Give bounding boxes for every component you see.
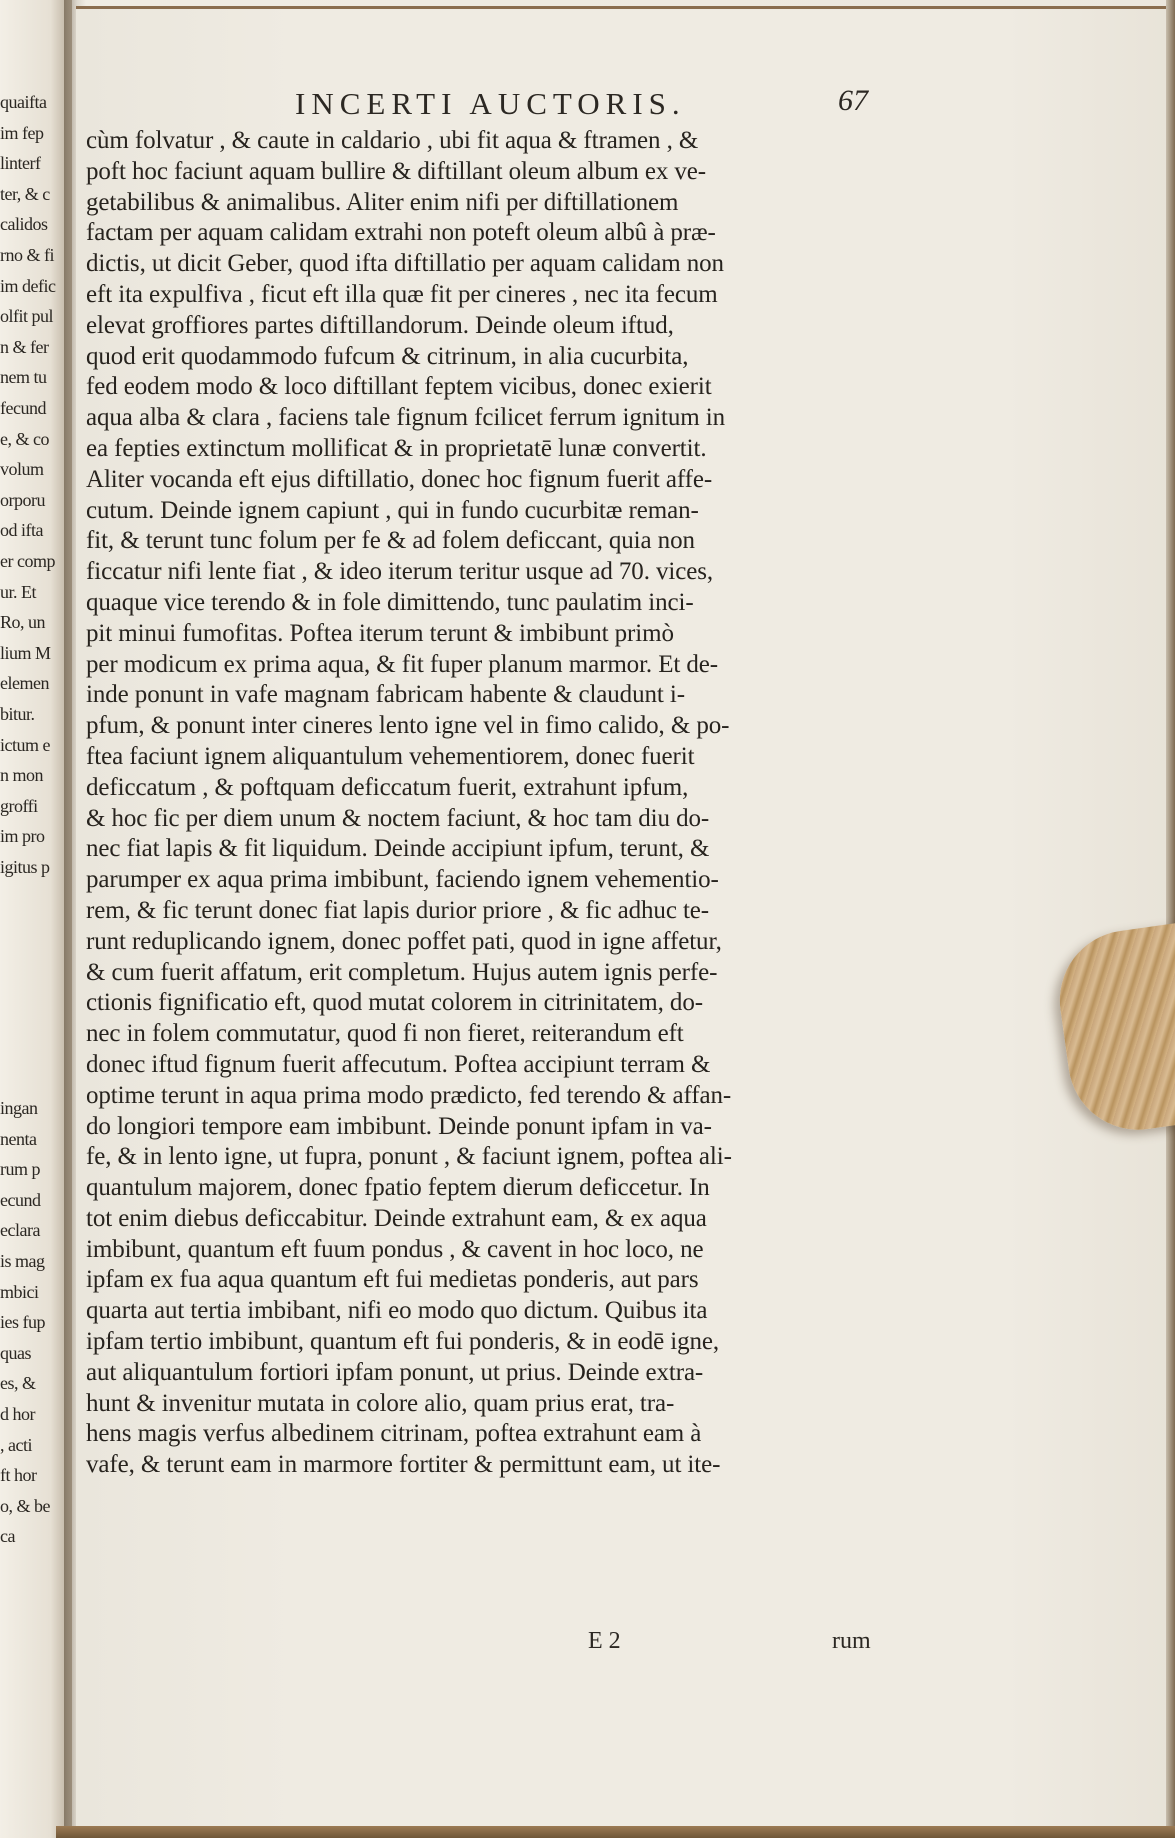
- previous-page-fragment: mbici: [0, 1281, 39, 1302]
- text-line: aqua alba & clara , faciens tale fignum fcilicet ferrum ignitum in: [86, 404, 725, 432]
- text-line: eft ita expulfiva , ficut eft illa quæ fit per cineres , nec ita fecum: [86, 280, 718, 308]
- text-line: getabilibus & animalibus. Aliter enim nifi per diftillationem: [86, 188, 679, 216]
- text-line: tot enim diebus deficcabitur. Deinde extrahunt eam, & ex aqua: [86, 1204, 707, 1232]
- text-line: hens magis verfus albedinem citrinam, poftea extrahunt eam à: [86, 1420, 702, 1448]
- previous-page-fragment: is mag: [0, 1251, 45, 1271]
- text-line: nec fiat lapis & fit liquidum. Deinde accipiunt ipfum, terunt, &: [86, 835, 710, 863]
- previous-page-fragment: od ifta: [0, 520, 43, 541]
- previous-page-fragment: d hor: [0, 1404, 35, 1424]
- text-line: fe, & in lento igne, ut fupra, ponunt , & faciunt ignem, poftea ali-: [86, 1143, 732, 1171]
- previous-page-fragment: , acti: [0, 1434, 32, 1455]
- text-line: ftea faciunt ignem aliquantulum vehementiorem, donec fuerit: [86, 742, 695, 770]
- previous-page-fragment: ter, & c: [0, 183, 50, 204]
- previous-page-fragment: n & fer: [0, 336, 49, 357]
- previous-page-fragment: es, &: [0, 1373, 36, 1394]
- previous-page-fragment: im fep: [0, 122, 44, 143]
- text-line: donec iftud fignum fuerit affecutum. Poftea accipiunt terram &: [86, 1050, 711, 1078]
- previous-page-fragment: rum p: [0, 1159, 40, 1180]
- previous-page-fragment: olfit pul: [0, 306, 53, 327]
- text-line: optime terunt in aqua prima modo prædicto, fed terendo & affan-: [86, 1081, 732, 1109]
- text-line: rem, & fic terunt donec fiat lapis durior priore , & fic adhuc te-: [86, 896, 710, 924]
- text-line: cùm folvatur , & caute in caldario , ubi fit aqua & ftramen , &: [86, 127, 699, 154]
- previous-page-fragment: o, & be: [0, 1495, 50, 1516]
- text-line: ea fepties extinctum mollificat & in proprietatē lunæ convertit.: [86, 434, 707, 462]
- text-line: vafe, & terunt eam in marmore fortiter & permittunt eam, ut ite-: [86, 1451, 721, 1479]
- text-line: nec in folem commutatur, quod fi non fieret, reiterandum eft: [86, 1020, 684, 1048]
- text-line: & hoc fic per diem unum & noctem faciunt, & hoc tam diu do-: [86, 804, 710, 832]
- text-line: ficcatur nifi lente fiat , & ideo iterum teritur usque ad 70. vices,: [86, 558, 714, 586]
- text-line: inde ponunt in vafe magnam fabricam habente & claudunt i-: [86, 681, 685, 709]
- previous-page-fragment: e, & co: [0, 428, 49, 449]
- catchword: rum: [832, 1628, 871, 1654]
- text-line: fed eodem modo & loco diftillant feptem vicibus, donec exierit: [86, 373, 712, 401]
- text-line: runt reduplicando ignem, donec poffet pati, quod in igne affetur,: [86, 927, 722, 955]
- previous-page-fragment: quaifta: [0, 92, 47, 112]
- page-bottom-edge: [56, 1826, 1175, 1838]
- previous-page-fragment: rno & fi: [0, 245, 54, 265]
- previous-page-fragment: calidos: [0, 214, 48, 235]
- previous-page-fragment: er comp: [0, 551, 55, 571]
- previous-page-fragment: ecund: [0, 1189, 41, 1210]
- previous-page-fragment: linterf: [0, 153, 41, 174]
- previous-page-fragment: ies fup: [0, 1312, 45, 1333]
- previous-page-fragment: quas: [0, 1342, 31, 1363]
- text-line: aut aliquantulum fortiori ipfam ponunt, ut prius. Deinde extra-: [86, 1358, 704, 1386]
- previous-page-fragment: eclara: [0, 1220, 40, 1241]
- previous-page-fragment: orporu: [0, 489, 45, 510]
- previous-page-edge: [0, 0, 72, 1838]
- page-number: 67: [838, 84, 868, 117]
- text-line: dictis, ut dicit Geber, quod ifta diftillatio per aquam calidam non: [86, 250, 724, 278]
- previous-page-fragment: ingan: [0, 1098, 38, 1118]
- signature-mark: E 2: [588, 1628, 621, 1654]
- previous-page-fragment: bitur.: [0, 704, 35, 724]
- text-line: factam per aquam calidam extrahi non poteft oleum albû à præ-: [86, 219, 716, 247]
- text-line: cutum. Deinde ignem capiunt , qui in fundo cucurbitæ reman-: [86, 496, 699, 524]
- body-text: [86, 126, 886, 1481]
- page-right-edge: [1166, 0, 1175, 1838]
- text-line: ctionis fignificatio eft, quod mutat colorem in citrinitatem, do-: [86, 989, 703, 1017]
- previous-page-fragment: Ro, un: [0, 612, 46, 633]
- text-line: imbibunt, quantum eft fuum pondus , & cavent in hoc loco, ne: [86, 1235, 704, 1263]
- text-line: quaque vice terendo & in fole dimittendo, tunc paulatim inci-: [86, 588, 694, 616]
- text-line: ipfam ex fua aqua quantum eft fui medietas ponderis, aut pars: [86, 1266, 699, 1294]
- text-line: poft hoc faciunt aquam bullire & diftillant oleum album ex ve-: [86, 157, 707, 185]
- text-line: deficcatum , & poftquam deficcatum fuerit, extrahunt ipfum,: [86, 773, 689, 801]
- text-line: quantulum majorem, donec fpatio feptem dierum deficcetur. In: [86, 1174, 710, 1202]
- text-line: fit, & terunt tunc folum per fe & ad folem deficcant, quia non: [86, 527, 695, 555]
- text-line: elevat groffiores partes diftillandorum. Deinde oleum iftud,: [86, 311, 674, 339]
- running-head: INCERTI AUCTORIS.: [295, 86, 686, 121]
- previous-page-fragment: ictum e: [0, 734, 50, 755]
- text-line: per modicum ex prima aqua, & fit fuper planum marmor. Et de-: [86, 650, 719, 678]
- previous-page-fragment: igitus p: [0, 857, 50, 877]
- previous-page-fragment: lium M: [0, 642, 51, 663]
- previous-page-fragment: nenta: [0, 1128, 37, 1149]
- previous-page-fragment: fecund: [0, 398, 46, 418]
- previous-page-fragment: ca: [0, 1526, 15, 1547]
- text-line: do longiori tempore eam imbibunt. Deinde ponunt ipfam in va-: [86, 1112, 712, 1140]
- text-line: Aliter vocanda eft ejus diftillatio, donec hoc fignum fuerit affe-: [86, 465, 713, 493]
- previous-page-fragment: ur. Et: [0, 581, 36, 602]
- text-line: pfum, & ponunt inter cineres lento igne vel in fimo calido, & po-: [86, 712, 730, 740]
- previous-page-fragment: ft hor: [0, 1465, 37, 1486]
- previous-page-fragment: nem tu: [0, 367, 47, 388]
- text-line: parumper ex aqua prima imbibunt, faciendo ignem vehementio-: [86, 866, 719, 894]
- text-line: hunt & invenitur mutata in colore alio, quam prius erat, tra-: [86, 1389, 675, 1417]
- previous-page-fragment: groffi: [0, 795, 38, 816]
- previous-page-fragment: volum: [0, 459, 44, 480]
- text-line: quarta aut tertia imbibant, nifi eo modo quo dictum. Quibus ita: [86, 1297, 708, 1325]
- text-line: quod erit quodammodo fufcum & citrinum, in alia cucurbita,: [86, 342, 689, 370]
- previous-page-fragment: elemen: [0, 673, 49, 694]
- previous-page-fragment: im defic: [0, 275, 56, 296]
- text-line: & cum fuerit affatum, erit completum. Hujus autem ignis perfe-: [86, 958, 718, 986]
- previous-page-fragment: im pro: [0, 826, 45, 847]
- previous-page-fragment: n mon: [0, 765, 44, 786]
- text-line: ipfam tertio imbibunt, quantum eft fui ponderis, & in eodē igne,: [86, 1328, 720, 1356]
- text-line: pit minui fumofitas. Poftea iterum terunt & imbibunt primò: [86, 619, 674, 647]
